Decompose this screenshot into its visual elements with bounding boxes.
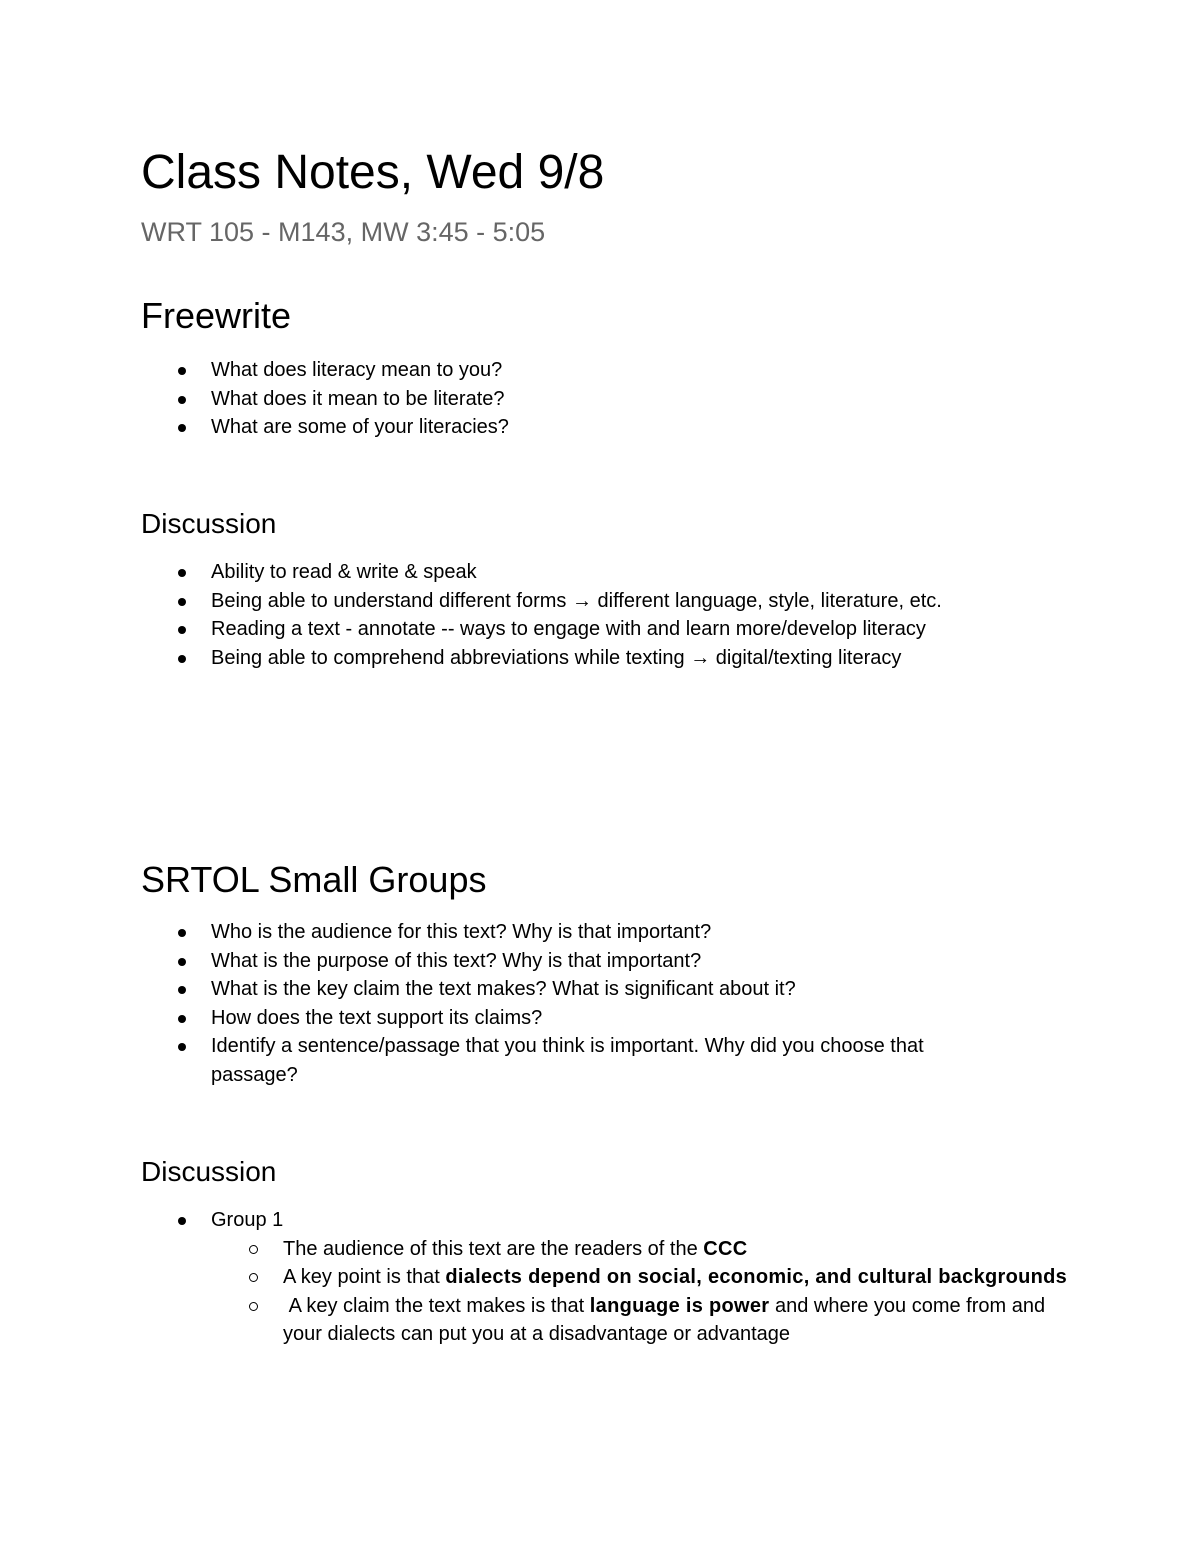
heading-srtol-small-groups: SRTOL Small Groups (141, 859, 487, 900)
bullet-icon (178, 1015, 186, 1023)
bold-text: language is power (589, 1294, 770, 1317)
bullet-icon (178, 598, 186, 606)
page-title: Class Notes, Wed 9/8 (141, 146, 605, 199)
list-item: What is the purpose of this text? Why is that important? (141, 947, 1001, 976)
list-item: Identify a sentence/passage that you think is important. Why did you choose that passage? (141, 1032, 1001, 1089)
list-item: Being able to comprehend abbreviations while texting → digital/texting literacy (141, 644, 942, 673)
bullet-icon (178, 655, 186, 663)
list-item: What does it mean to be literate? (141, 385, 509, 414)
list-item: What are some of your literacies? (141, 413, 509, 442)
hollow-bullet-icon (249, 1302, 258, 1311)
srtol-list (141, 918, 1001, 1090)
bullet-icon (178, 367, 186, 375)
freewrite-list (141, 356, 509, 442)
group-label: Group 1 (211, 1209, 284, 1231)
hollow-bullet-icon (249, 1245, 258, 1254)
sub-list-item: The audience of this text are the readers of the CCC (211, 1235, 1073, 1264)
list-item: Who is the audience for this text? Why is that important? (141, 918, 1001, 947)
heading-discussion-2: Discussion (141, 1156, 277, 1187)
list-item-group-1 (141, 1206, 1073, 1349)
bullet-icon (178, 986, 186, 994)
bullet-icon (178, 1043, 186, 1051)
hollow-bullet-icon (249, 1273, 258, 1282)
list-item: What does literacy mean to you? (141, 356, 509, 385)
list-item: Reading a text - annotate -- ways to engage with and learn more/develop literacy (141, 615, 942, 644)
bullet-icon (178, 958, 186, 966)
bold-text: CCC (703, 1237, 748, 1260)
list-item: How does the text support its claims? (141, 1004, 1001, 1033)
list-item: Ability to read & write & speak (141, 558, 942, 587)
bold-text: dialects depend on social, economic, and cultural backgrounds (445, 1266, 1068, 1289)
bullet-icon (178, 424, 186, 432)
discussion-1-list (141, 558, 942, 672)
sub-list-item: A key point is that dialects depend on social, economic, and cultural backgrounds (211, 1263, 1073, 1292)
list-item: What is the key claim the text makes? What is significant about it? (141, 975, 1001, 1004)
group-1-sublist (211, 1235, 1073, 1349)
page-subtitle: WRT 105 - M143, MW 3:45 - 5:05 (141, 217, 546, 247)
discussion-2-list (141, 1206, 1073, 1349)
bullet-icon (178, 569, 186, 577)
bullet-icon (178, 396, 186, 404)
heading-discussion-1: Discussion (141, 508, 277, 539)
list-item: Being able to understand different forms → different language, style, literature, etc. (141, 587, 942, 616)
bullet-icon (178, 626, 186, 634)
bullet-icon (178, 1217, 186, 1225)
heading-freewrite: Freewrite (141, 295, 292, 336)
sub-list-item: A key claim the text makes is that language is power and where you come from and your dialects can put you at a disadvantage or advantage (211, 1292, 1073, 1349)
bullet-icon (178, 929, 186, 937)
